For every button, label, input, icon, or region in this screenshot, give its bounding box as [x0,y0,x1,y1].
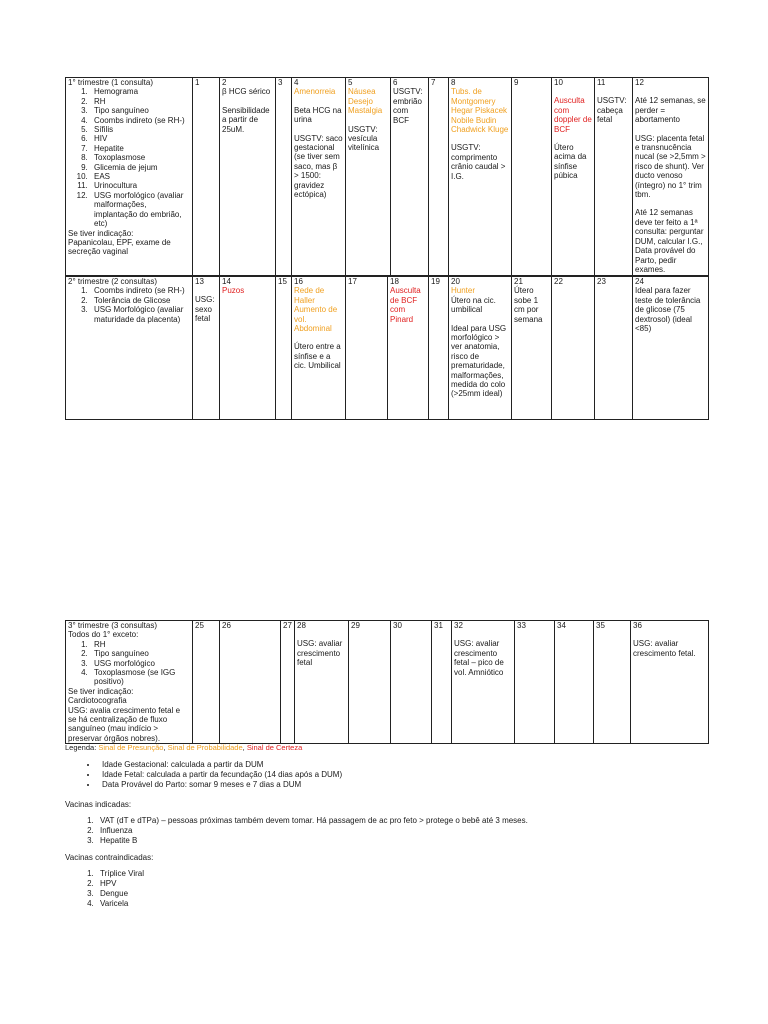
note-item: • Data Provável do Parto: somar 9 meses e 7 dias a DUM [98,780,725,790]
probability-sign: Hegar Piskacek Nobile Budin Chadwick Kluge [451,106,509,135]
week-number: 13 [195,277,204,286]
week-4-cell [292,78,346,276]
week-number: 20 [451,277,460,286]
exam-item: 5. Sífilis [90,125,190,134]
exam-item: 3. USG morfológico [90,659,190,668]
week-7-cell [429,78,449,276]
week-note: β HCG sérico [222,87,271,97]
week-note: Útero na cic. umbilical [451,295,496,315]
trimester-2-exam-list [68,286,190,324]
week-number: 25 [195,621,204,630]
exam-item: 1. RH [90,640,190,649]
week-6-cell [391,78,429,276]
week-15-cell [276,277,292,420]
note-item: • Idade Fetal: calculada a partir da fecundação (14 dias após a DUM) [98,770,725,780]
week-16-cell [292,277,346,420]
legend [65,743,302,752]
week-note: USGTV: comprimento crânio caudal > I.G. [451,143,506,181]
week-note: USGTV: cabeça fetal [597,96,627,125]
week-number: 3 [278,78,283,87]
week-number: 30 [393,621,402,630]
week-number: 15 [278,277,287,286]
week-number: 4 [294,78,299,87]
week-27-cell [281,621,295,744]
week-number: 28 [297,621,306,630]
vaccine-item: 1. Tríplice Viral [96,869,725,879]
exam-item: 3. Tipo sanguíneo [90,106,190,115]
trimester-2-heading: 2° trimestre (2 consultas) [68,277,158,286]
trimester-1-heading: 1° trimestre (1 consulta) [68,78,154,87]
week-21-cell [512,277,552,420]
indication-text: Cardiotocografia [68,696,127,706]
trimester-3-subheading: Todos do 1° exceto: [68,630,139,640]
week-number: 17 [348,277,357,286]
second-trimester-table [65,276,709,420]
indicated-vaccines-heading: Vacinas indicadas: [65,800,132,809]
exam-item: 6. HIV [90,134,190,143]
week-18-cell [388,277,429,420]
exam-item: 3. USG Morfológico (avaliar maturidade da placenta) [90,305,190,324]
exam-item: 2. RH [90,97,190,106]
contraindicated-vaccines-list [65,869,725,909]
week-number: 36 [633,621,642,630]
indicated-vaccines-list [65,816,725,846]
certainty-sign: Puzos [222,286,245,296]
week-28-cell [295,621,349,744]
week-number: 33 [517,621,526,630]
week-note: Até 12 semanas deve ter feito a 1ª consulta: perguntar DUM, calcular I.G., Data provável do Parto, pedir exames. [635,208,704,274]
week-number: 11 [597,78,606,87]
week-note: USG: avaliar crescimento fetal [297,639,343,668]
week-note: USG: placenta fetal e transnucência nucal (se >2,5mm > risco de shunt). Ver ducto venoso (íntegro) no 1° trim tbm. [635,133,706,200]
week-number: 5 [348,78,353,87]
week-32-cell [452,621,515,744]
week-number: 21 [514,277,523,286]
exam-item: 11. Urinocultura [90,181,190,190]
week-30-cell [391,621,432,744]
week-17-cell [346,277,388,420]
legend-separator: , [242,743,247,752]
week-8-cell [449,78,512,276]
trimester-3-cell [66,621,193,744]
week-note: Útero entre a sínfise e a cic. Umbilical [294,342,341,371]
week-number: 19 [431,277,440,286]
week-note: Útero acima da sínfise púbica [554,143,587,181]
exam-item: 12. USG morfológico (avaliar malformações, implantação do embrião, etc) [90,191,190,229]
exam-item: 8. Toxoplasmose [90,153,190,162]
week-3-cell [276,78,292,276]
week-2-cell [220,78,276,276]
week-note: USGTV: saco gestacional (se tiver sem saco, mas β > 1500: gravidez ectópica) [294,133,343,200]
week-24-cell [633,277,709,420]
exam-item: 9. Glicemia de jejum [90,163,190,172]
week-number: 35 [596,621,605,630]
vaccine-item: 3. Hepatite B [96,836,725,846]
presumption-sign: Amenorreia [294,87,336,97]
week-13-cell [193,277,220,420]
week-note: USGTV: vesícula vitelínica [348,124,380,153]
presumption-sign: Tubs. de Montgomery [451,87,496,106]
week-34-cell [555,621,594,744]
week-number: 24 [635,277,644,286]
week-note: USG: sexo fetal [195,295,215,324]
probability-sign: Rede de Haller Aumento de vol. Abdominal [294,286,338,334]
week-33-cell [515,621,555,744]
week-number: 26 [222,621,231,630]
legend-certainty: Sinal de Certeza [246,743,303,752]
vaccine-item: 3. Dengue [96,889,725,899]
week-number: 16 [294,277,303,286]
week-number: 10 [554,78,563,87]
week-number: 31 [434,621,443,630]
week-number: 8 [451,78,456,87]
trimester-3-exam-list [68,640,190,687]
trimester-3-heading: 3° trimestre (3 consultas) [68,621,158,630]
week-number: 6 [393,78,398,87]
week-14-cell [220,277,276,420]
probability-sign: Hunter [451,286,476,296]
week-36-cell [631,621,709,744]
usg-note: USG: avalia crescimento fetal e se há centralização de fluxo sanguíneo (mau indício > preservar órgãos nobres). [68,705,181,743]
indication-label: Se tiver indicação: [68,228,134,238]
week-5-cell [346,78,391,276]
trimester-1-exam-list [68,87,190,228]
legend-probability: Sinal de Probabilidade [167,743,243,752]
week-9-cell [512,78,552,276]
week-note: USGTV: embrião com BCF [393,87,423,125]
week-number: 34 [557,621,566,630]
week-note: Até 12 semanas, se perder = abortamento [635,96,706,125]
note-item: • Idade Gestacional: calculada a partir da DUM [98,760,725,770]
week-number: 22 [554,277,563,286]
certainty-sign: Ausculta de BCF com Pinard [390,286,421,324]
week-12-cell [633,78,709,276]
vaccine-item: 2. Influenza [96,826,725,836]
vaccine-item: 4. Varicela [96,899,725,909]
legend-presumption: Sinal de Presunção [98,743,164,752]
week-23-cell [595,277,633,420]
week-number: 29 [351,621,360,630]
week-number: 27 [283,621,292,630]
week-note: USG: avaliar crescimento fetal. [633,639,696,658]
first-trimester-table [65,77,709,276]
gestational-age-notes [65,760,725,790]
week-note: Ideal para fazer teste de tolerância de glicose (75 dextrosol) (ideal <85) [635,286,701,334]
week-19-cell [429,277,449,420]
third-trimester-table [65,620,709,744]
week-number: 14 [222,277,231,286]
week-note: Útero sobe 1 cm por semana [514,286,543,324]
presumption-sign: Náusea Desejo Mastalgia [348,87,383,116]
week-note: Sensibilidade a partir de 25uM. [222,105,270,134]
week-number: 18 [390,277,399,286]
week-note: USG: avaliar crescimento fetal – pico de vol. Amniótico [454,639,504,677]
exam-item: 4. Toxoplasmose (se IGG positivo) [90,668,190,687]
vaccine-item: 2. HPV [96,879,725,889]
week-35-cell [594,621,631,744]
exam-item: 1. Coombs indireto (se RH-) [90,286,190,295]
week-20-cell [449,277,512,420]
exam-item: 2. Tolerância de Glicose [90,296,190,305]
vaccine-item: 1. VAT (dT e dTPa) – pessoas próximas também devem tomar. Há passagem de ac pro feto > protege o bebê até 3 meses. [96,816,725,826]
legend-separator: , [163,743,168,752]
week-number: 12 [635,78,644,87]
trimester-1-cell [66,78,193,276]
week-note: Beta HCG na urina [294,105,342,125]
exam-item: 10. EAS [90,172,190,181]
legend-label: Legenda: [65,743,99,752]
week-10-cell [552,78,595,276]
week-25-cell [193,621,220,744]
week-11-cell [595,78,633,276]
week-22-cell [552,277,595,420]
week-note: Ideal para USG morfológico > ver anatomia, risco de prematuridade, malformações, medida do colo (>25mm ideal) [451,323,507,399]
week-26-cell [220,621,281,744]
week-29-cell [349,621,391,744]
week-number: 9 [514,78,519,87]
week-number: 32 [454,621,463,630]
week-number: 7 [431,78,436,87]
exam-item: 2. Tipo sanguíneo [90,649,190,658]
trimester-2-cell [66,277,193,420]
exam-item: 1. Hemograma [90,87,190,96]
week-1-cell [193,78,220,276]
week-31-cell [432,621,452,744]
exam-item: 7. Hepatite [90,144,190,153]
indication-label: Se tiver indicação: [68,686,134,696]
week-number: 23 [597,277,606,286]
certainty-sign: Ausculta com doppler de BCF [554,96,592,134]
indication-text: Papanicolau, EPF, exame de secreção vaginal [68,237,171,257]
week-number: 1 [195,78,200,87]
week-number: 2 [222,78,227,87]
exam-item: 4. Coombs indireto (se RH-) [90,116,190,125]
contraindicated-vaccines-heading: Vacinas contraindicadas: [65,853,154,862]
